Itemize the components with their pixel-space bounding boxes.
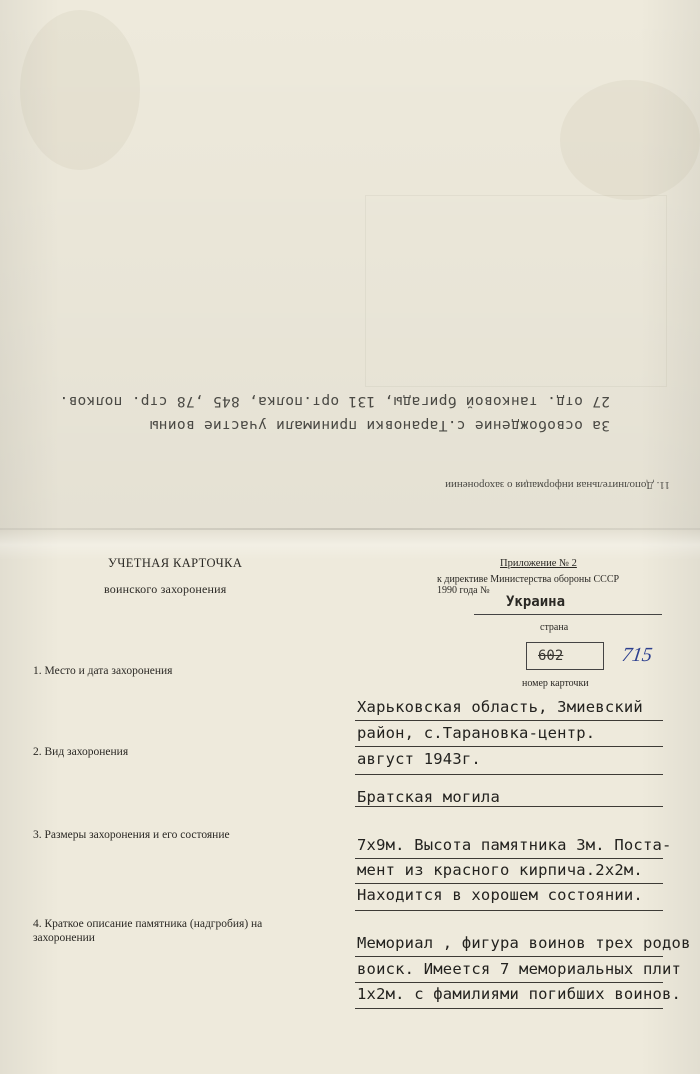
field-value-line: воиск. Имеется 7 мемориальных плит [357, 960, 682, 978]
field-rule [355, 956, 663, 957]
additional-info-line: 27 отд. танковой бригады, 131 орт.полка, 845 ,78 стр. полков. [59, 393, 610, 409]
country-underline [474, 614, 662, 615]
field-value-line: Харьковская область, Змиевский [357, 698, 643, 716]
field-rule [355, 746, 663, 747]
field-value-line: Находится в хорошем состоянии. [357, 886, 643, 904]
upside-down-section [30, 375, 670, 495]
country-value: Украина [506, 594, 566, 610]
directive-line: 1990 года № [437, 585, 490, 596]
field-value-line: район, с.Тарановка-центр. [357, 724, 596, 742]
field-label-line: захоронении [33, 932, 95, 944]
card-title: УЧЕТНАЯ КАРТОЧКА [108, 556, 243, 570]
card-number-handwritten: 715 [620, 644, 654, 666]
card-subtitle: воинского захоронения [104, 582, 227, 596]
appendix-label: Приложение № 2 [500, 558, 577, 569]
field-value-line: август 1943г. [357, 750, 481, 768]
bleed-through-box [365, 195, 667, 387]
field-value-line: Братская могила [357, 788, 500, 806]
paper-stain [560, 80, 700, 200]
country-label: страна [540, 622, 569, 633]
field-rule [355, 806, 663, 807]
field-label-burial-type: 2. Вид захоронения [33, 746, 129, 758]
additional-info-line: За освобождение с.Тарановки принимали участие воины [149, 417, 610, 433]
additional-info-heading: 11. Дополнительная информация о захоронении [445, 479, 670, 491]
directive-line: к директиве Министерства обороны СССР [437, 574, 620, 585]
card-number-label: номер карточки [522, 678, 589, 689]
field-label-monument-description [33, 917, 262, 945]
field-rule [355, 883, 663, 884]
field-value-line: Мемориал , фигура воинов трех родов [357, 934, 691, 952]
card-number-old: 602 [538, 648, 564, 664]
field-rule [355, 910, 663, 911]
field-value-line: мент из красного кирпича.2х2м. [357, 861, 643, 879]
field-value-line: 1х2м. с фамилиями погибших воинов. [357, 985, 682, 1003]
paper-stain [20, 10, 140, 170]
field-rule [355, 982, 663, 983]
field-label-place-date: 1. Место и дата захоронения [33, 665, 173, 677]
field-rule [355, 1008, 663, 1009]
field-value-line: 7х9м. Высота памятника 3м. Постa- [357, 836, 672, 854]
field-rule [355, 720, 663, 721]
directive-reference [437, 574, 619, 596]
field-rule [355, 858, 663, 859]
paper-fold [0, 528, 700, 530]
field-label-line: 4. Краткое описание памятника (надгробия) на [33, 918, 263, 930]
field-label-size-condition: 3. Размеры захоронения и его состояние [33, 829, 230, 841]
field-rule [355, 774, 663, 775]
